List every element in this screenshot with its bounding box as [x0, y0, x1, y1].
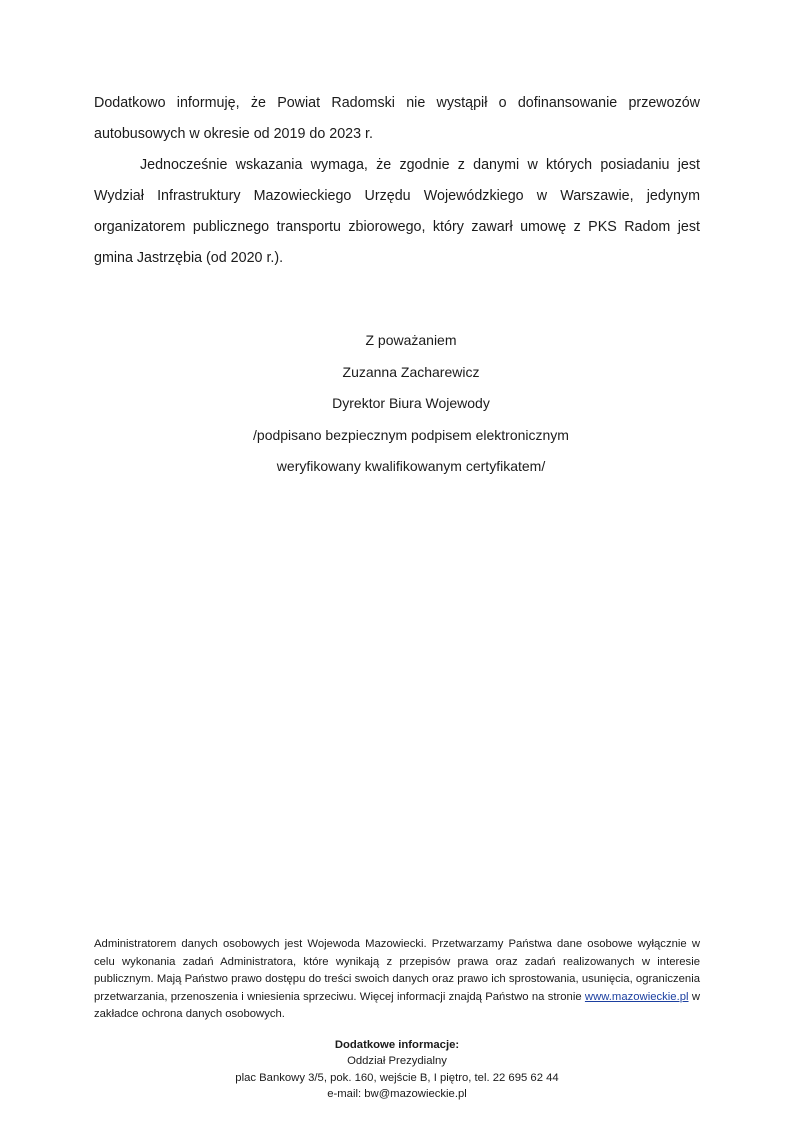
gdpr-notice: [94, 936, 700, 1024]
gdpr-text-part-2: w zakładce ochrona danych osobowych.: [94, 990, 700, 1021]
address-line: plac Bankowy 3/5, pok. 160, wejście B, I piętro, tel. 22 695 62 44: [235, 1071, 559, 1084]
signature-name: Zuzanna Zacharewicz: [342, 363, 480, 380]
electronic-signature-line-2: weryfikowany kwalifikowanym certyfikatem/: [276, 458, 546, 474]
signature-closing: Z poważaniem: [365, 332, 457, 348]
email-line: e-mail: bw@mazowieckie.pl: [327, 1088, 467, 1101]
electronic-signature-line-1: /podpisano bezpiecznym podpisem elektronicznym: [253, 426, 569, 443]
department-name: Oddział Prezydialny: [347, 1055, 447, 1068]
paragraph-2: Jednocześnie wskazania wymaga, że zgodnie z danymi w których posiadaniu jest Wydział Infrastruktury Mazowieckiego Urzędu Wojewódzkiego w Warszawie, jedynym organizatorem publicznego transportu zbiorowego, który zawarł umowę z PKS Radom jest gmina Jastrzębia (od 2020 r.).: [94, 157, 700, 266]
document-body: [94, 88, 700, 274]
paragraph-1: Dodatkowo informuję, że Powiat Radomski nie wystąpił o dofinansowanie przewozów autobusowych w okresie od 2019 do 2023 r.: [94, 95, 700, 142]
gdpr-text-part-1: Administratorem danych osobowych jest Wojewoda Mazowiecki. Przetwarzamy Państwa dane osobowe wyłącznie w celu wykonania zadań Administratora, które wynikają z przepisów prawa oraz zadań realizowanych w interesie publicznym. Mają Państwo prawo dostępu do treści swoich danych oraz prawo ich sprostowania, usunięcia, ograniczenia przetwarzania, przenoszenia i wniesienia sprzeciwu. Więcej informacji znajdą Państwo na stronie: [94, 938, 700, 1003]
additional-info-block: [94, 1037, 700, 1103]
document-footer: [94, 936, 700, 1103]
signature-block: [94, 325, 700, 483]
additional-info-title: Dodatkowe informacje:: [334, 1038, 460, 1051]
mazowieckie-link[interactable]: www.mazowieckie.pl: [584, 990, 689, 1003]
signature-position: Dyrektor Biura Wojewody: [332, 395, 490, 411]
